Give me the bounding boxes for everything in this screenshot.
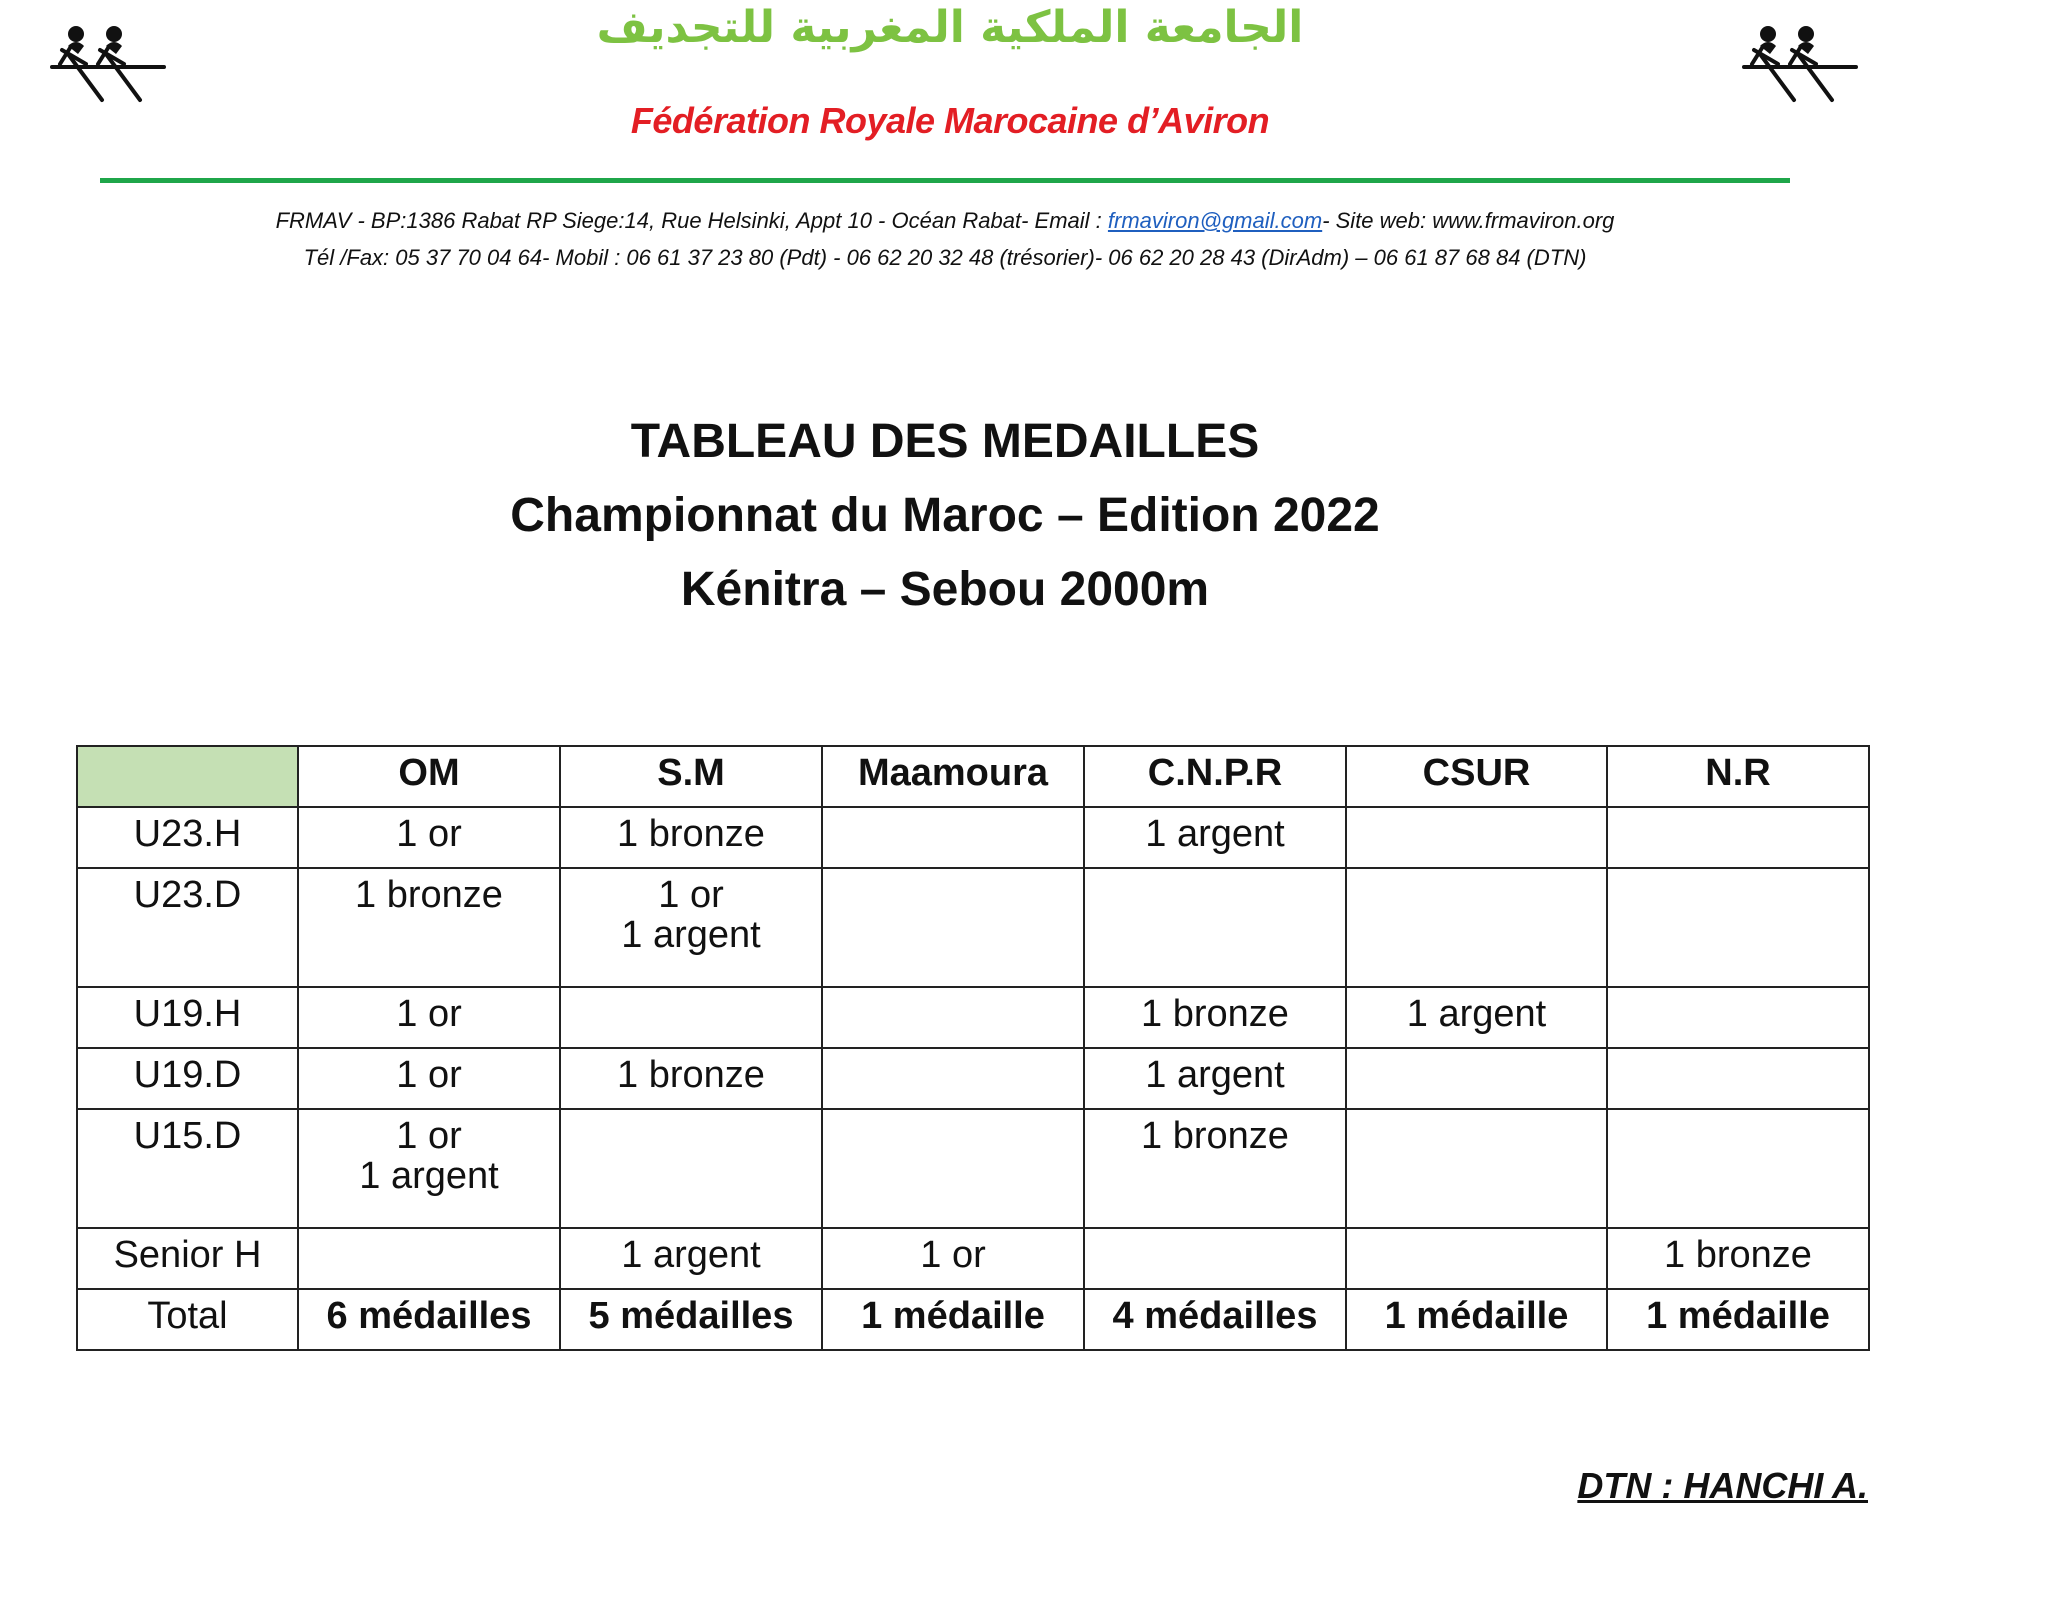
medal-cell <box>822 987 1084 1048</box>
header-divider <box>100 178 1790 183</box>
medal-cell <box>1607 1109 1869 1228</box>
table-corner-cell <box>77 746 298 807</box>
contact-line-phones: Tél /Fax: 05 37 70 04 64- Mobil : 06 61 37 23 80 (Pdt) - 06 62 20 32 48 (trésorier)- 06 62 20 28 43 (DirAdm) – 06 61 87 68 84 (DTN) <box>303 245 1587 270</box>
medal-cell <box>1084 807 1346 868</box>
medal-cell <box>1346 807 1607 868</box>
federation-arabic-name: الجامعة الملكية المغربية للتجديف <box>596 2 1304 53</box>
medal-cell <box>298 1048 560 1109</box>
row-label: U23.H <box>77 807 298 868</box>
medal-entry: 1 argent <box>1145 1054 1285 1096</box>
medal-entry: 1 argent <box>1406 993 1547 1035</box>
document-titles <box>0 405 1890 627</box>
medal-cell <box>822 807 1084 868</box>
row-label: U19.D <box>77 1048 298 1109</box>
medal-entry: 1 bronze <box>1664 1234 1812 1276</box>
medal-entry: 1 bronze <box>617 1054 765 1096</box>
contact-website-text: - Site web: www.frmaviron.org <box>1322 208 1615 233</box>
medal-cell <box>1346 1228 1607 1289</box>
total-cell: 5 médailles <box>560 1289 822 1350</box>
total-cell: 1 médaille <box>1607 1289 1869 1350</box>
medal-cell <box>298 868 560 987</box>
medal-entry: 1 argent <box>1145 813 1285 855</box>
row-label: U15.D <box>77 1109 298 1228</box>
federation-french-name: Fédération Royale Marocaine d’Aviron <box>630 100 1270 141</box>
total-cell: 6 médailles <box>298 1289 560 1350</box>
contact-address-text: FRMAV - BP:1386 Rabat RP Siege:14, Rue Helsinki, Appt 10 - Océan Rabat- Email : <box>275 208 1108 233</box>
medal-cell <box>298 807 560 868</box>
medal-entry: 1 or <box>396 1054 462 1096</box>
column-header: C.N.P.R <box>1084 746 1346 807</box>
table-row <box>77 987 1869 1048</box>
medal-cell <box>1607 868 1869 987</box>
medal-cell <box>298 1109 560 1228</box>
medal-cell <box>560 987 822 1048</box>
medal-entry: 1 bronze <box>1141 1115 1289 1157</box>
medal-cell <box>1084 1109 1346 1228</box>
medal-cell <box>822 1109 1084 1228</box>
medal-cell <box>560 868 822 987</box>
medal-cell <box>1084 1228 1346 1289</box>
medal-table <box>76 745 1870 1351</box>
total-cell: 1 médaille <box>1346 1289 1607 1350</box>
medal-entry: 1 bronze <box>617 813 765 855</box>
contact-line-address <box>0 208 1890 234</box>
table-row <box>77 807 1869 868</box>
medal-cell <box>1346 1048 1607 1109</box>
medal-cell <box>1084 868 1346 987</box>
column-header: S.M <box>560 746 822 807</box>
medal-cell <box>1607 987 1869 1048</box>
signature: DTN : HANCHI A. <box>1577 1465 1868 1506</box>
column-header: CSUR <box>1346 746 1607 807</box>
medal-cell <box>298 987 560 1048</box>
medal-cell <box>822 1228 1084 1289</box>
column-header: Maamoura <box>822 746 1084 807</box>
table-row <box>77 1109 1869 1228</box>
column-header: N.R <box>1607 746 1869 807</box>
medal-entry: 1 bronze <box>355 874 503 916</box>
medal-cell <box>1346 1109 1607 1228</box>
row-label: U23.D <box>77 868 298 987</box>
column-header: OM <box>298 746 560 807</box>
medal-cell <box>822 868 1084 987</box>
email-link[interactable]: frmaviron@gmail.com <box>1107 208 1323 233</box>
medal-cell <box>1607 1228 1869 1289</box>
total-label: Total <box>77 1289 298 1350</box>
medal-cell <box>1346 868 1607 987</box>
medal-entry: 1 or <box>920 1234 986 1276</box>
medal-cell <box>1084 1048 1346 1109</box>
medal-cell <box>298 1228 560 1289</box>
total-row <box>77 1289 1869 1350</box>
medal-cell <box>1084 987 1346 1048</box>
medal-cell <box>822 1048 1084 1109</box>
document-title: TABLEAU DES MEDAILLES <box>630 415 1260 468</box>
medal-cell <box>1607 807 1869 868</box>
medal-entry: 1 argent <box>621 1234 761 1276</box>
medal-cell <box>560 1048 822 1109</box>
medal-cell <box>1346 987 1607 1048</box>
row-label: Senior H <box>77 1228 298 1289</box>
rowing-crew-icon <box>1740 14 1860 104</box>
medal-entry: 1 or <box>396 993 462 1035</box>
table-header-row <box>77 746 1869 807</box>
medal-cell <box>1607 1048 1869 1109</box>
total-cell: 1 médaille <box>822 1289 1084 1350</box>
table-row <box>77 868 1869 987</box>
event-title: Championnat du Maroc – Edition 2022 <box>510 489 1380 542</box>
table-row <box>77 1228 1869 1289</box>
event-venue: Kénitra – Sebou 2000m <box>680 563 1210 616</box>
row-label: U19.H <box>77 987 298 1048</box>
medal-entry: 1 bronze <box>1141 993 1289 1035</box>
medal-entry: 1 argent <box>359 1155 499 1197</box>
table-row <box>77 1048 1869 1109</box>
medal-entry: 1 or <box>396 813 462 855</box>
medal-entry: 1 argent <box>621 914 761 956</box>
medal-entry: 1 or <box>658 874 724 916</box>
medal-cell <box>560 807 822 868</box>
medal-cell <box>560 1228 822 1289</box>
medal-cell <box>560 1109 822 1228</box>
total-cell: 4 médailles <box>1084 1289 1346 1350</box>
medal-entry: 1 or <box>396 1115 462 1157</box>
rowing-crew-icon <box>48 14 168 104</box>
